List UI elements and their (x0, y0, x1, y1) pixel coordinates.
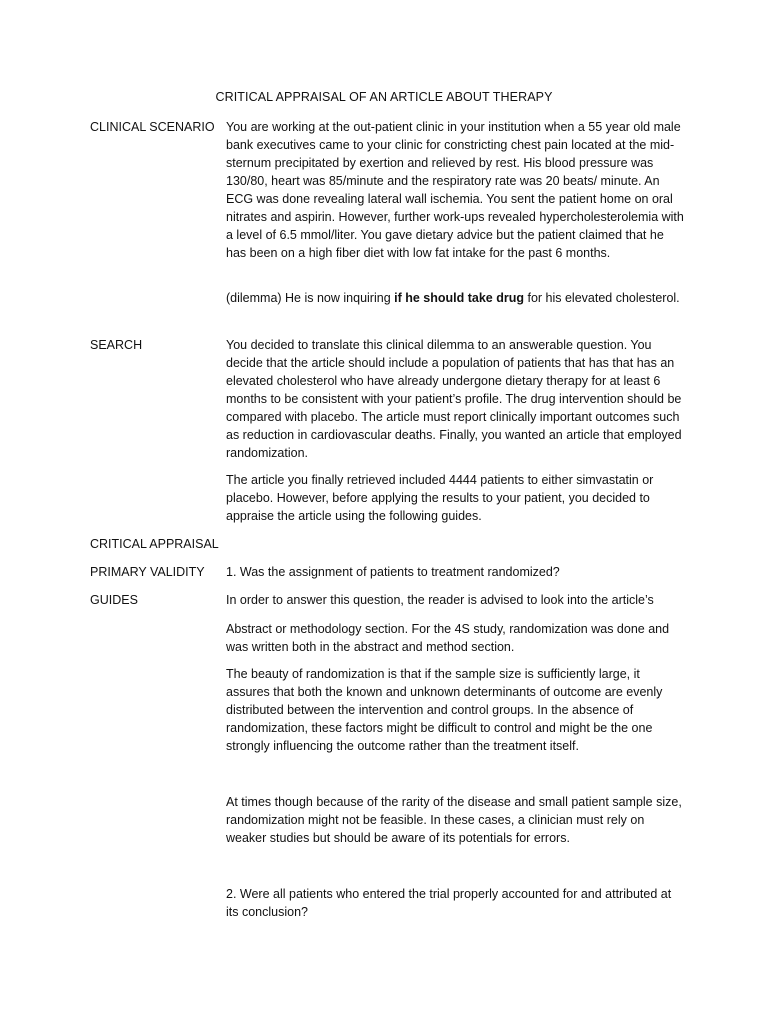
question-2: 2. Were all patients who entered the trial properly accounted for and attributed at its conclusion? (226, 887, 672, 919)
label-primary-validity: PRIMARY VALIDITY (90, 565, 205, 579)
dilemma-emphasis: if he should take drug (394, 291, 524, 305)
label-guides: GUIDES (90, 593, 138, 607)
search-paragraph-1: You decided to translate this clinical dilemma to an answerable question. You decide that the article should include a population of patients that has that has an elevated cholesterol who have already undergone dietary therapy for at least 6 months to be consistent with your patient’s profile. The drug intervention should be compared with placebo. The article must report clinically important outcomes such as reduction in cardiovascular deaths. Finally, you wanted an article that employed randomization. (226, 338, 682, 460)
dilemma-text-start: (dilemma) He is now inquiring (226, 291, 395, 305)
appraisal-paragraph-4: At times though because of the rarity of the disease and small patient sample size, randomization might not be feasible. In these cases, a clinician must rely on weaker studies but should be aware of its potentials for errors. (226, 795, 682, 845)
question-1: 1. Was the assignment of patients to treatment randomized? (226, 565, 560, 579)
label-search: SEARCH (90, 338, 143, 352)
dilemma-paragraph (226, 289, 686, 307)
dilemma-text-end: for his elevated cholesterol. (524, 291, 680, 305)
appraisal-paragraph-2: Abstract or methodology section. For the 4S study, randomization was done and was written both in the abstract and method section. (226, 622, 670, 654)
search-paragraph-2: The article you finally retrieved included 4444 patients to either simvastatin or placebo. However, before applying the results to your patient, you decided to appraise the article using the following guides. (226, 473, 654, 523)
label-clinical-scenario: CLINICAL SCENARIO (90, 120, 215, 134)
appraisal-paragraph-3: The beauty of randomization is that if the sample size is sufficiently large, it assures that both the known and unknown determinants of outcome are evenly distributed between the intervention and control groups. In the absence of randomization, these factors might be difficult to control and might be the one strongly influencing the outcome rather than the treatment itself. (226, 667, 663, 753)
appraisal-paragraph-1: In order to answer this question, the reader is advised to look into the article’s (226, 593, 654, 607)
scenario-paragraph: You are working at the out-patient clinic in your institution when a 55 year old male bank executives came to your clinic for constricting chest pain located at the mid- sternum precipitated by exertion and relieved by rest. His blood pressure was 130/80, heart was 85/minute and the respiratory rate was 20 beats/ minute. An ECG was done revealing lateral wall ischemia. You sent the patient home on oral nitrates and aspirin. However, further work-ups revealed hypercholesterolemia with a level of 6.5 mmol/liter. You gave dietary advice but the patient claimed that he has been on a high fiber diet with low fat intake for the past 6 months. (226, 120, 684, 260)
label-critical-appraisal: CRITICAL APPRAISAL (90, 537, 219, 551)
document-title: CRITICAL APPRAISAL OF AN ARTICLE ABOUT THERAPY (215, 90, 553, 104)
